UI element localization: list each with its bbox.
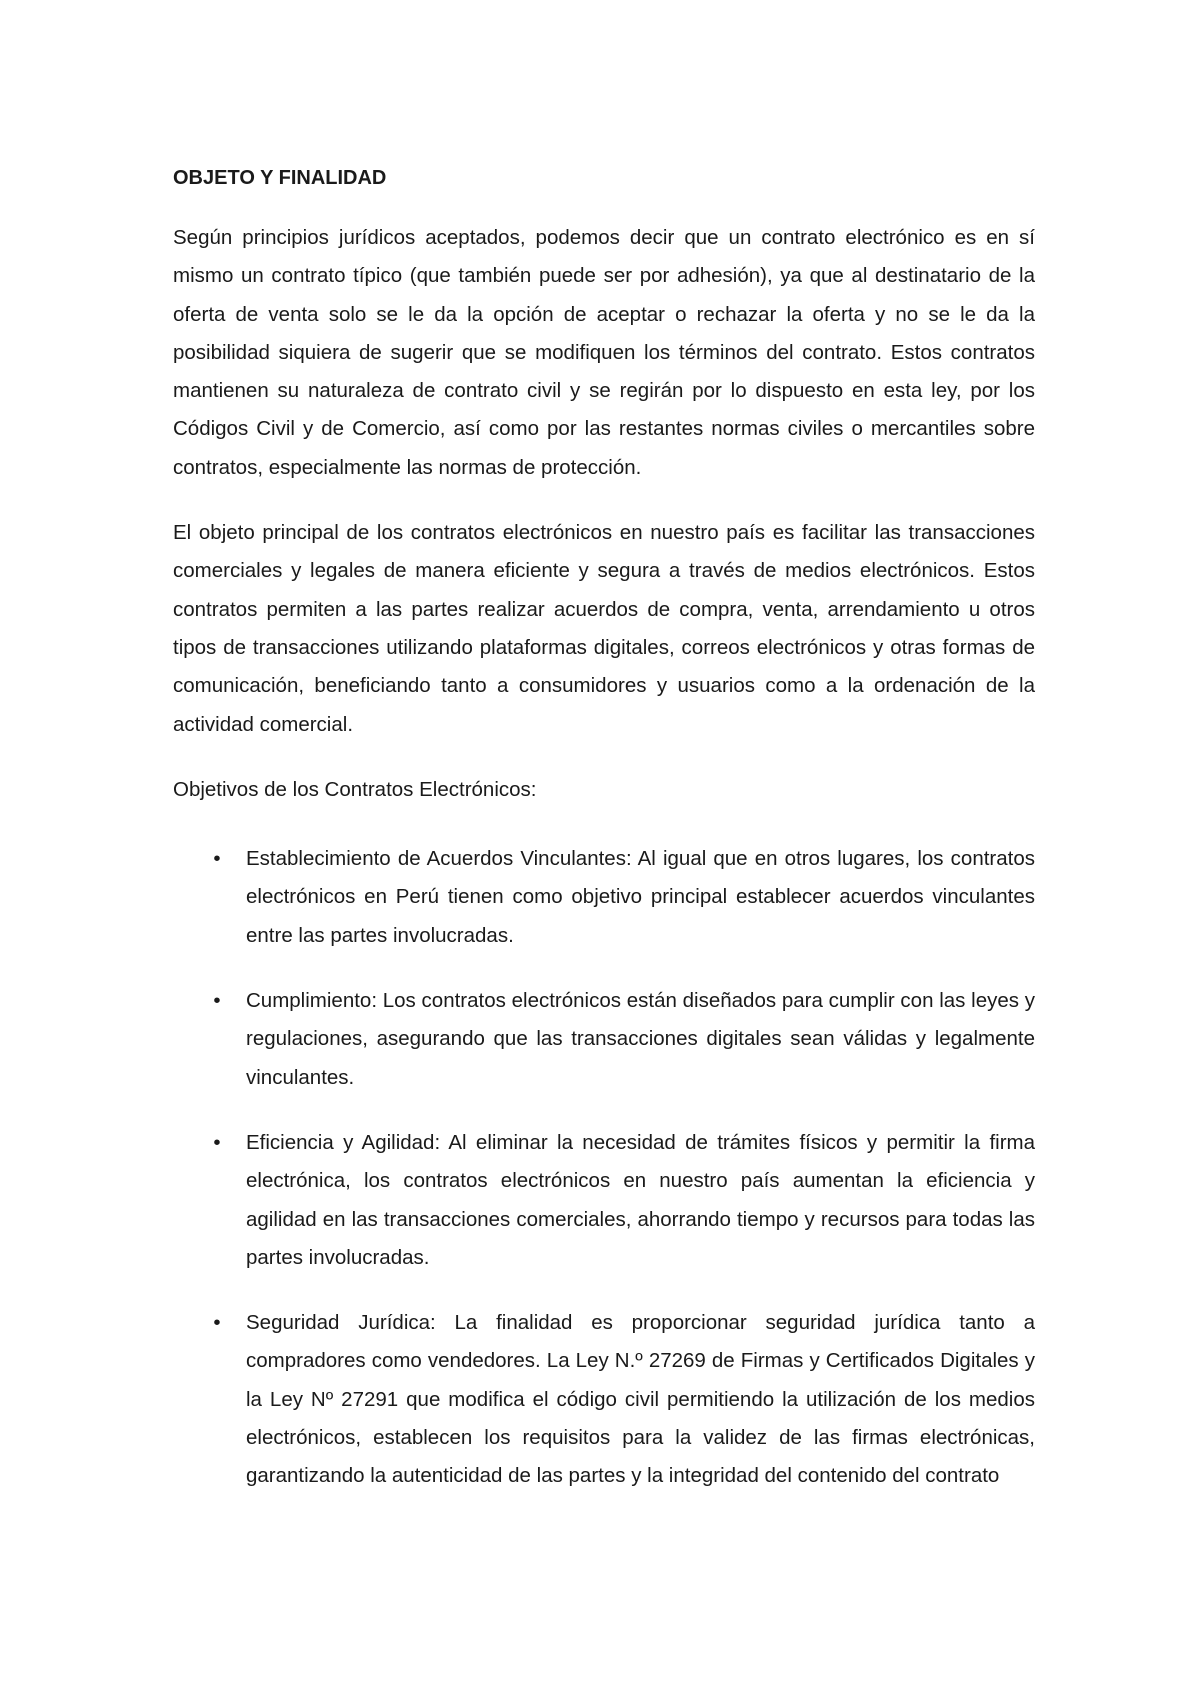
bullet-icon: • xyxy=(213,847,221,871)
list-item-text: Establecimiento de Acuerdos Vinculantes: Al igual que en otros lugares, los contratos electrónicos en Perú tienen como objetivo principal establecer acuerdos vinculantes entre las partes involucradas. xyxy=(246,847,1035,947)
list-item xyxy=(173,840,1035,955)
list-item xyxy=(173,1124,1035,1277)
bullet-icon: • xyxy=(213,989,221,1013)
objectives-list xyxy=(173,840,1035,1495)
list-item xyxy=(173,982,1035,1097)
bullet-icon: • xyxy=(213,1311,221,1335)
list-item xyxy=(173,1304,1035,1495)
list-item-text: Seguridad Jurídica: La finalidad es proporcionar seguridad jurídica tanto a compradores como vendedores. La Ley N.º 27269 de Firmas y Certificados Digitales y la Ley Nº 27291 que modifica el código civil permitiendo la utilización de los medios electrónicos, establecen los requisitos para la validez de las firmas electrónicas, garantizando la autenticidad de las partes y la integridad del contenido del contrato xyxy=(246,1311,1035,1488)
document-body xyxy=(173,165,1035,1523)
paragraph-objetivos-heading: Objetivos de los Contratos Electrónicos: xyxy=(173,777,537,801)
bullet-icon: • xyxy=(213,1130,221,1154)
list-item-text: Eficiencia y Agilidad: Al eliminar la necesidad de trámites físicos y permitir la firma electrónica, los contratos electrónicos en nuestro país aumentan la eficiencia y agilidad en las transacciones comerciales, ahorrando tiempo y recursos para todas las partes involucradas. xyxy=(246,1130,1035,1269)
page-title: OBJETO Y FINALIDAD xyxy=(173,167,387,189)
paragraph-objeto-principal: El objeto principal de los contratos electrónicos en nuestro país es facilitar las transacciones comerciales y legales de manera eficiente y segura a través de medios electrónicos. Estos contratos permiten a las partes realizar acuerdos de compra, venta, arrendamiento u otros tipos de transacciones utilizando plataformas digitales, correos electrónicos y otras formas de comunicación, beneficiando tanto a consumidores y usuarios como a la ordenación de la actividad comercial. xyxy=(173,521,1035,736)
list-item-text: Cumplimiento: Los contratos electrónicos están diseñados para cumplir con las leyes y regulaciones, asegurando que las transacciones digitales sean válidas y legalmente vinculantes. xyxy=(246,989,1035,1089)
paragraph-intro: Según principios jurídicos aceptados, podemos decir que un contrato electrónico es en sí mismo un contrato típico (que también puede ser por adhesión), ya que al destinatario de la oferta de venta solo se le da la opción de aceptar o rechazar la oferta y no se le da la posibilidad siquiera de sugerir que se modifiquen los términos del contrato. Estos contratos mantienen su naturaleza de contrato civil y se regirán por lo dispuesto en esta ley, por los Códigos Civil y de Comercio, así como por las restantes normas civiles o mercantiles sobre contratos, especialmente las normas de protección. xyxy=(173,226,1035,479)
